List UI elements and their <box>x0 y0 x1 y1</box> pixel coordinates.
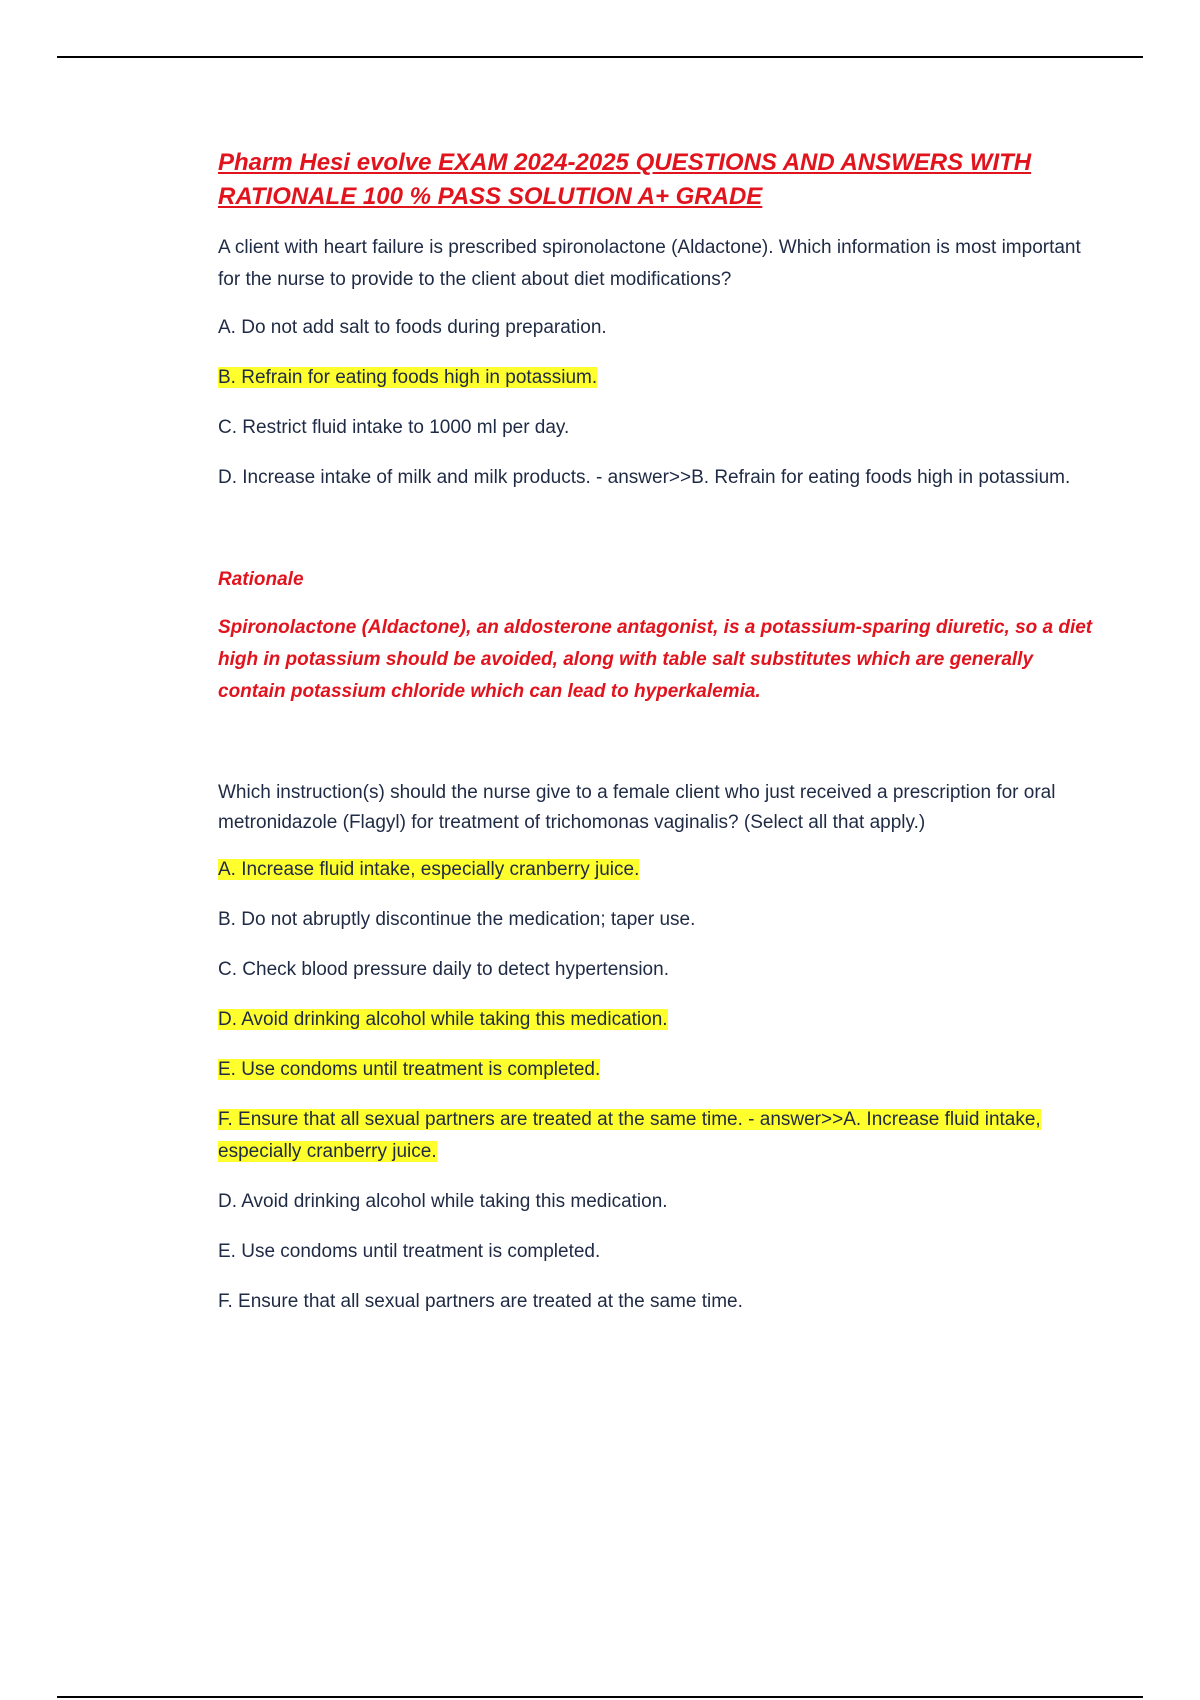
bottom-rule <box>57 1696 1143 1698</box>
question-2-option-a: A. Increase fluid intake, especially cranberry juice. <box>218 859 640 880</box>
question-1-option-b: B. Refrain for eating foods high in potassium. <box>218 367 598 388</box>
question-2-option-e: E. Use condoms until treatment is completed. <box>218 1059 601 1080</box>
document-body <box>218 146 1098 1336</box>
question-2-option-d: D. Avoid drinking alcohol while taking this medication. <box>218 1009 668 1030</box>
question-2-option-f-answer: F. Ensure that all sexual partners are treated at the same time. - answer>>A. Increase fluid intake, especially cranberry juice. <box>218 1109 1041 1162</box>
question-2-answer-e: E. Use condoms until treatment is completed. <box>218 1241 601 1262</box>
question-2-option-c: C. Check blood pressure daily to detect hypertension. <box>218 959 669 980</box>
rationale-heading: Rationale <box>218 569 304 590</box>
question-2-answer-f: F. Ensure that all sexual partners are treated at the same time. <box>218 1291 743 1312</box>
question-1-text: A client with heart failure is prescribed spironolactone (Aldactone). Which information is most important for the nurse to provide to the client about diet modifications? <box>218 237 1081 290</box>
question-1-option-c: C. Restrict fluid intake to 1000 ml per day. <box>218 417 570 438</box>
top-rule <box>57 56 1143 58</box>
question-2-answer-d: D. Avoid drinking alcohol while taking this medication. <box>218 1191 668 1212</box>
question-2-text: Which instruction(s) should the nurse give to a female client who just received a prescription for oral metronidazole (Flagyl) for treatment of trichomonas vaginalis? (Select all that apply.) <box>218 782 1056 833</box>
question-2-option-b: B. Do not abruptly discontinue the medication; taper use. <box>218 909 696 930</box>
document-title: Pharm Hesi evolve EXAM 2024-2025 QUESTIONS AND ANSWERS WITH RATIONALE 100 % PASS SOLUTION A+ GRADE <box>218 149 1032 210</box>
question-1-option-a: A. Do not add salt to foods during preparation. <box>218 317 607 338</box>
rationale-text: Spironolactone (Aldactone), an aldosterone antagonist, is a potassium-sparing diuretic, so a diet high in potassium should be avoided, along with table salt substitutes which are generally contain potassium chloride which can lead to hyperkalemia. <box>218 617 1093 702</box>
question-1-option-d-answer: D. Increase intake of milk and milk products. - answer>>B. Refrain for eating foods high in potassium. <box>218 467 1071 488</box>
